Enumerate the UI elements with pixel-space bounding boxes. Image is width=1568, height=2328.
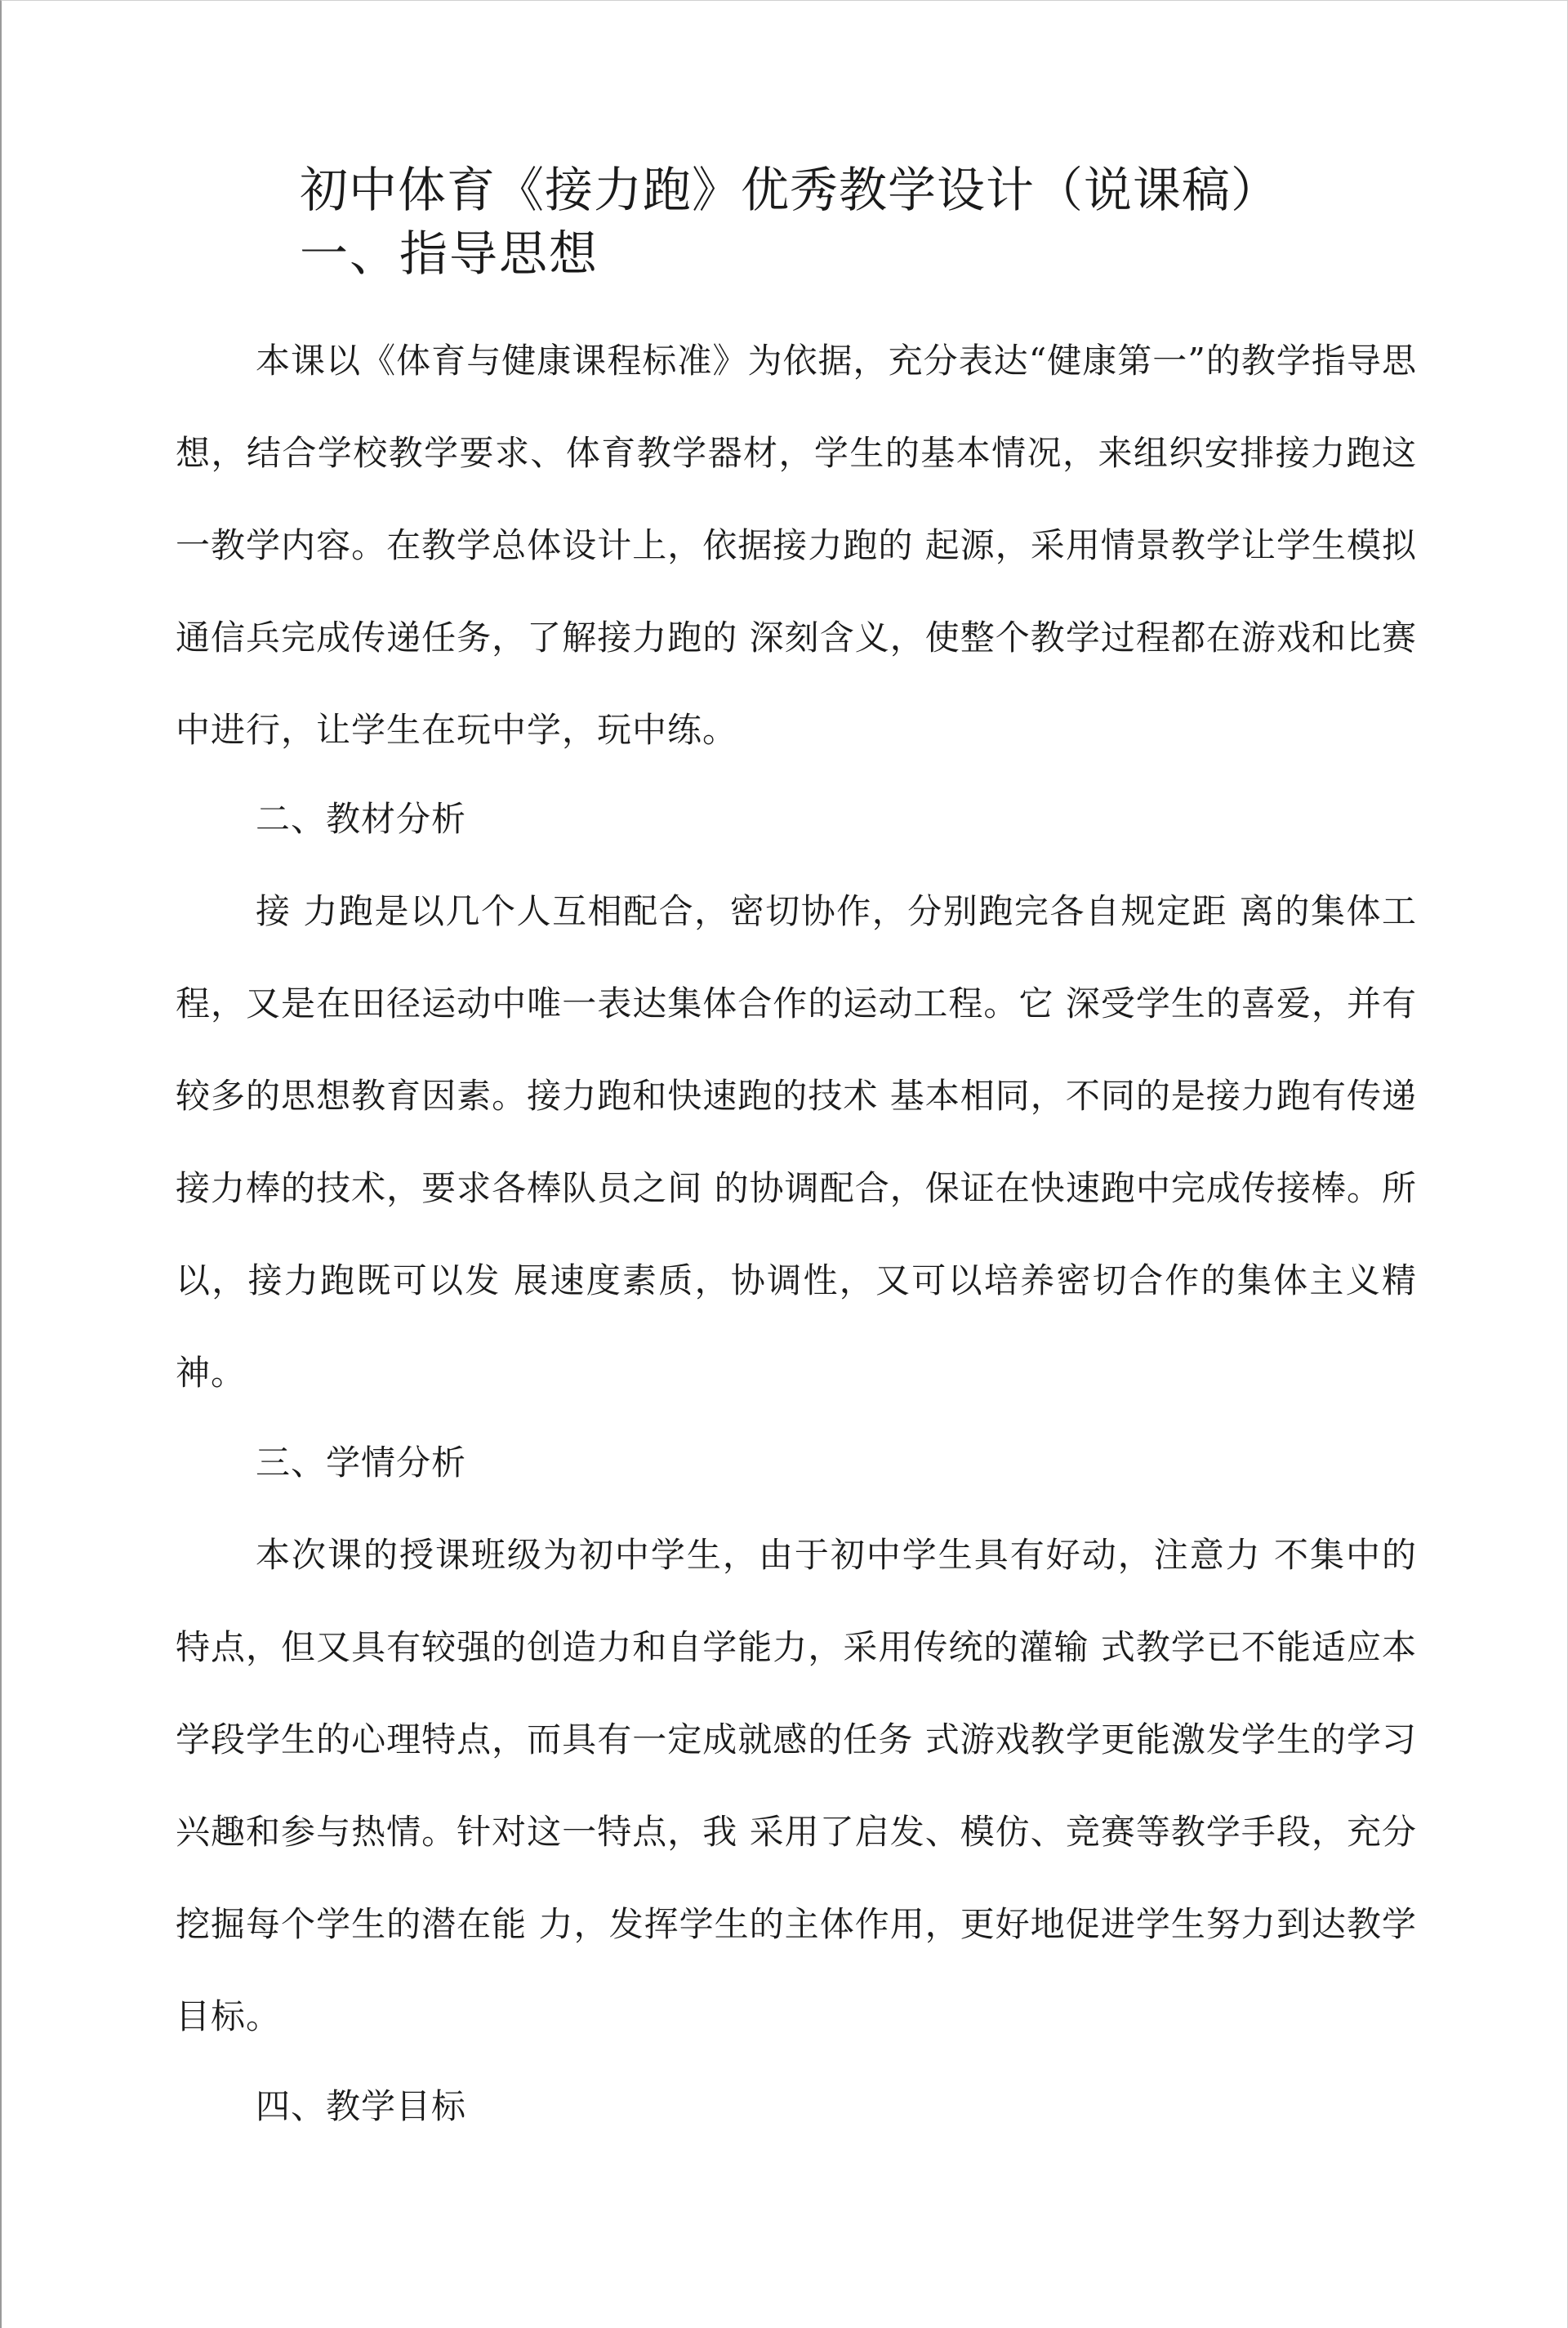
paragraph-guiding-ideology: 本课以《体育与健康课程标准》为依据，充分表达“健康第一”的教学指导思想，结合学校教学要求、体育教学器材，学生的基本情况，来组织安排接力跑这一教学内容。在教学总体设计上，依据接力跑的 起源，采用情景教学让学生模拟通信兵完成传递任务，了解接力跑的 深刻含义，使整个教学过程都在游戏和比赛中进行，让学生在玩中学，玩中练。	[176, 341, 1417, 750]
paragraph-student-analysis: 本次课的授课班级为初中学生，由于初中学生具有好动，注意力 不集中的特点，但又具有较强的创造力和自学能力，采用传统的灌输 式教学已不能适应本学段学生的心理特点，而具有一定成就感的任务 式游戏教学更能激发学生的学习兴趣和参与热情。针对这一特点，我 采用了启发、模仿、竞赛等教学手段，充分挖掘每个学生的潜在能 力，发挥学生的主体作用，更好地促进学生努力到达教学目标。	[176, 1535, 1417, 2036]
section-heading-teaching-objectives: 四、教学目标	[256, 2086, 467, 2126]
document-title: 初中体育《接力跑》优秀教学设计（说课稿）	[300, 162, 1281, 218]
paragraph-material-analysis: 接 力跑是以几个人互相配合，密切协作，分别跑完各自规定距 离的集体工程，又是在田径运动中唯一表达集体合作的运动工程。它 深受学生的喜爱，并有较多的思想教育因素。接力跑和快速跑的技术 基本相同，不同的是接力跑有传递接力棒的技术，要求各棒队员之间 的协调配合，保证在快速跑中完成传接棒。所以，接力跑既可以发 展速度素质，协调性，又可以培养密切合作的集体主义精神。	[176, 891, 1417, 1393]
section-heading-guiding-ideology: 一、指导思想	[300, 225, 599, 282]
section-heading-student-analysis: 三、学情分析	[256, 1443, 467, 1483]
section-heading-material-analysis: 二、教材分析	[256, 799, 467, 839]
